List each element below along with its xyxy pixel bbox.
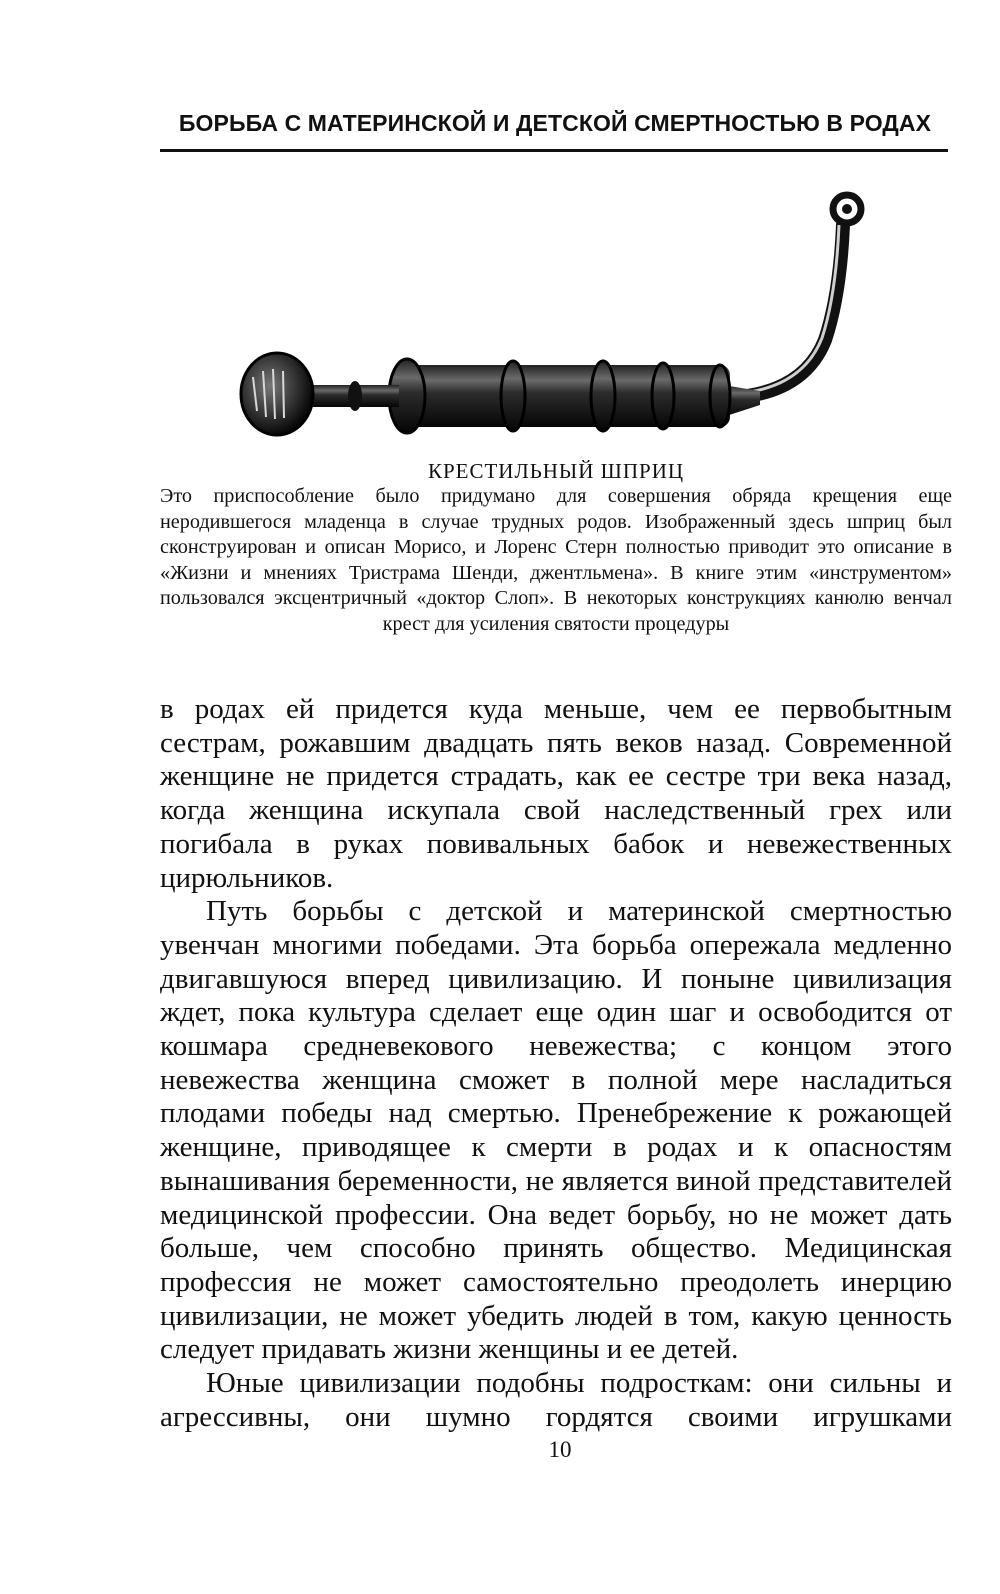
figure-title: КРЕСТИЛЬНЫЙ ШПРИЦ <box>427 459 685 483</box>
page-number: 10 <box>548 1437 572 1462</box>
figure-caption-text: Это приспособление было придумано для совершения обряда крещения еще неродившегося младенца в случае трудных родов. Изображенный здесь шприц был сконструирован и описан Морисо, и Лоренс Стерн полностью приводит это описание в «Жизни и мнениях Тристрама Шенди, джентльмена». В книге этим «инструментом» пользовался эксцентричный «доктор Слоп». В некоторых конструкциях канюлю венчал крест для усиления святости процедуры <box>160 485 952 635</box>
body-paragraph: Путь борьбы с детской и материнской смертностью увенчан многими победами. Эта борьба опережала медленно двигавшуюся вперед цивилизацию. И поныне цивилизация ждет, пока культура сделает еще один шаг и освободится от кошмара средневекового невежества; с концом этого невежества женщина сможет в полной мере насладиться плодами победы над смертью. Пренебрежение к рожающей женщине, приводящее к смерти в родах и к опасностям вынашивания беременности, не является виной представителей медицинской профессии. Она ведет борьбу, но не может дать больше, чем способно принять общество. Медицинская профессия не может самостоятельно преодолеть инерцию цивилизации, не может убедить людей в том, какую ценность следует придавать жизни женщины и ее детей. <box>160 895 952 1366</box>
body-paragraph: Юные цивилизации подобны подросткам: они сильны и агрессивны, они шумно гордятся своими игрушками <box>160 1367 952 1433</box>
header-rule <box>160 149 948 152</box>
body-paragraph: в родах ей придется куда меньше, чем ее первобытным сестрам, рожавшим двадцать пять веков назад. Современной женщине не придется страдать, как ее сестре три века назад, когда женщина искупала свой наследственный грех или погибала в руках повивальных бабок и невежественных цирюльников. <box>160 693 952 894</box>
running-header: БОРЬБА С МАТЕРИНСКОЙ И ДЕТСКОЙ СМЕРТНОСТЬЮ В РОДАХ <box>178 110 932 136</box>
baptismal-syringe-illustration <box>225 185 895 455</box>
figure-caption <box>160 458 952 638</box>
body-text <box>160 693 952 1434</box>
